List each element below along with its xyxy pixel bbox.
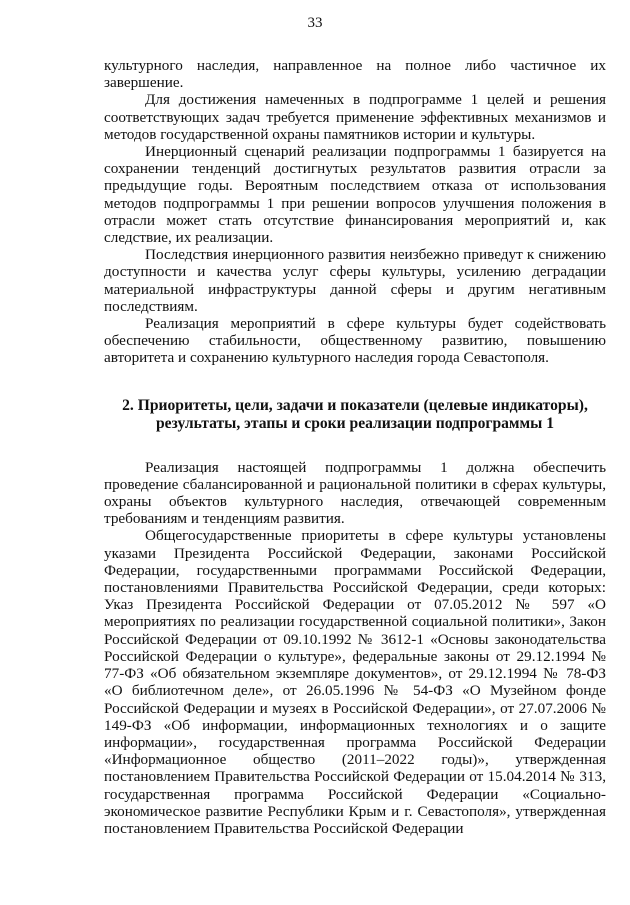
paragraph: Для достижения намеченных в подпрограмме 1 целей и решения соответствующих задач требуется применение эффективных механизмов и методов государственной охраны памятников истории и культуры.	[104, 91, 606, 143]
paragraph: Реализация мероприятий в сфере культуры будет содействовать обеспечению стабильности, общественному развитию, повышению авторитета и сохранению культурного наследия города Севастополя.	[104, 315, 606, 367]
paragraph: Инерционный сценарий реализации подпрограммы 1 базируется на сохранении тенденций достигнутых результатов развития отрасли за предыдущие годы. Вероятным последствием отказа от использования методов подпрограммы 1 при решении вопросов улучшения положения в отрасли может стать отсутствие финансирования мероприятий и, как следствие, их реализации.	[104, 143, 606, 247]
paragraph-continuation: культурного наследия, направленное на полное либо частичное их завершение.	[104, 57, 606, 92]
section-heading-line-2: результаты, этапы и сроки реализации подпрограммы 1	[155, 414, 555, 432]
paragraph: Общегосударственные приоритеты в сфере культуры установлены указами Президента Российской Федерации, законами Российской Федерации, государственными программами Российской Федерации, постановлениями Правительства Российской Федерации, среди которых: Указ Президента Российской Федерации от 07.05.2012 № 597 «О мероприятиях по реализации государственной социальной политики», Закон Российской Федерации от 09.10.1992 № 3612-1 «Основы законодательства Российской Федерации о культуре», федеральные законы от 29.12.1994 № 77-ФЗ «Об обязательном экземпляре документов», от 29.12.1994 № 78-ФЗ «О библиотечном деле», от 26.05.1996 № 54-ФЗ «О Музейном фонде Российской Федерации и музеях в Российской Федерации», от 27.07.2006 № 149-ФЗ «Об информации, информационных технологиях и о защите информации», государственная программа Российской Федерации «Информационное общество (2011–2022 годы)», утвержденная постановлением Правительства Российской Федерации от 15.04.2014 № 313, государственная программа Российской Федерации «Социально-экономическое развитие Республики Крым и г. Севастополя», утвержденная постановлением Правительства Российской Федерации	[104, 527, 606, 837]
paragraph: Последствия инерционного развития неизбежно приведут к снижению доступности и качества услуг сферы культуры, усилению деградации материальной инфраструктуры данной сферы и другим негативным последствиям.	[104, 246, 606, 315]
paragraph: Реализация настоящей подпрограммы 1 должна обеспечить проведение сбалансированной и рациональной политики в сферах культуры, охраны объектов культурного наследия, отвечающей современным требованиям и тенденциям развития.	[104, 458, 606, 528]
section-heading-line-1: 2. Приоритеты, цели, задачи и показатели (целевые индикаторы),	[122, 396, 588, 414]
document-body	[104, 57, 606, 837]
section-heading	[104, 397, 606, 433]
page-number: 33	[307, 15, 323, 31]
